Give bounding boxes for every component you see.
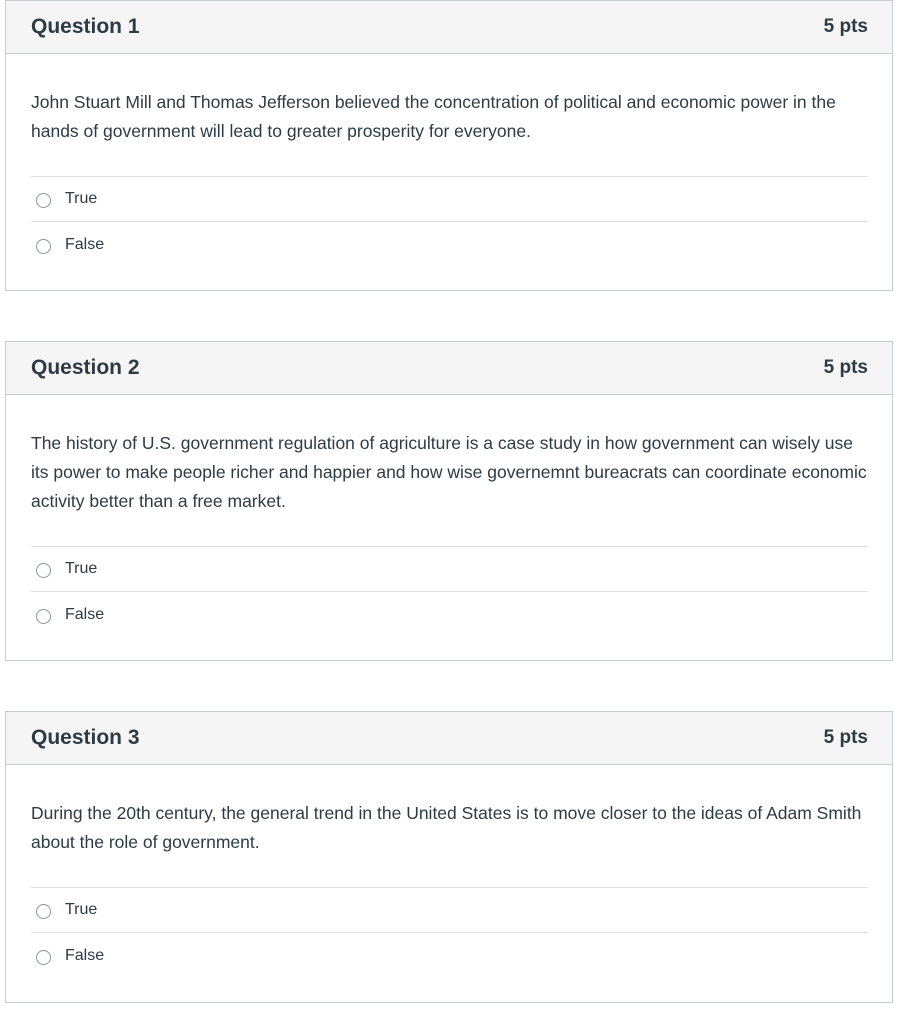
answer-option-true[interactable] (31, 547, 868, 592)
radio-button-icon[interactable] (36, 950, 51, 965)
question-title: Question 3 (31, 726, 140, 749)
answer-label: False (65, 235, 105, 253)
answer-label: True (65, 560, 98, 577)
answer-list (31, 546, 868, 637)
question-title: Question 1 (31, 15, 140, 38)
question-body (6, 765, 892, 978)
question-card-1 (5, 0, 893, 291)
question-points: 5 pts (823, 357, 868, 378)
answer-label: False (65, 946, 105, 964)
question-card-2 (5, 341, 893, 661)
answer-label: True (65, 901, 98, 918)
answer-option-false[interactable] (31, 222, 868, 267)
question-title: Question 2 (31, 356, 140, 379)
radio-button-icon[interactable] (36, 904, 51, 919)
question-body (6, 395, 892, 637)
question-header (6, 1, 892, 54)
question-text: During the 20th century, the general trend in the United States is to move closer to the ideas of Adam Smith about the role of government. (31, 803, 862, 852)
question-points: 5 pts (823, 727, 868, 748)
answer-list (31, 887, 868, 978)
answer-label: False (65, 605, 105, 623)
answer-option-false[interactable] (31, 933, 868, 978)
question-header (6, 712, 892, 765)
question-text: John Stuart Mill and Thomas Jefferson believed the concentration of political and economic power in the hands of government will lead to greater prosperity for everyone. (31, 92, 836, 141)
question-header (6, 342, 892, 395)
answer-option-true[interactable] (31, 888, 868, 933)
question-card-3 (5, 711, 893, 1003)
question-body (6, 54, 892, 267)
radio-button-icon[interactable] (36, 193, 51, 208)
radio-button-icon[interactable] (36, 239, 51, 254)
question-points: 5 pts (823, 16, 868, 37)
answer-option-true[interactable] (31, 177, 868, 222)
radio-button-icon[interactable] (36, 563, 51, 578)
answer-list (31, 176, 868, 267)
radio-button-icon[interactable] (36, 609, 51, 624)
answer-option-false[interactable] (31, 592, 868, 637)
answer-label: True (65, 190, 98, 207)
question-text: The history of U.S. government regulation of agriculture is a case study in how government can wisely use its power to make people richer and happier and how wise governemnt bureacrats can coordinate economic activity better than a free market. (31, 433, 867, 511)
